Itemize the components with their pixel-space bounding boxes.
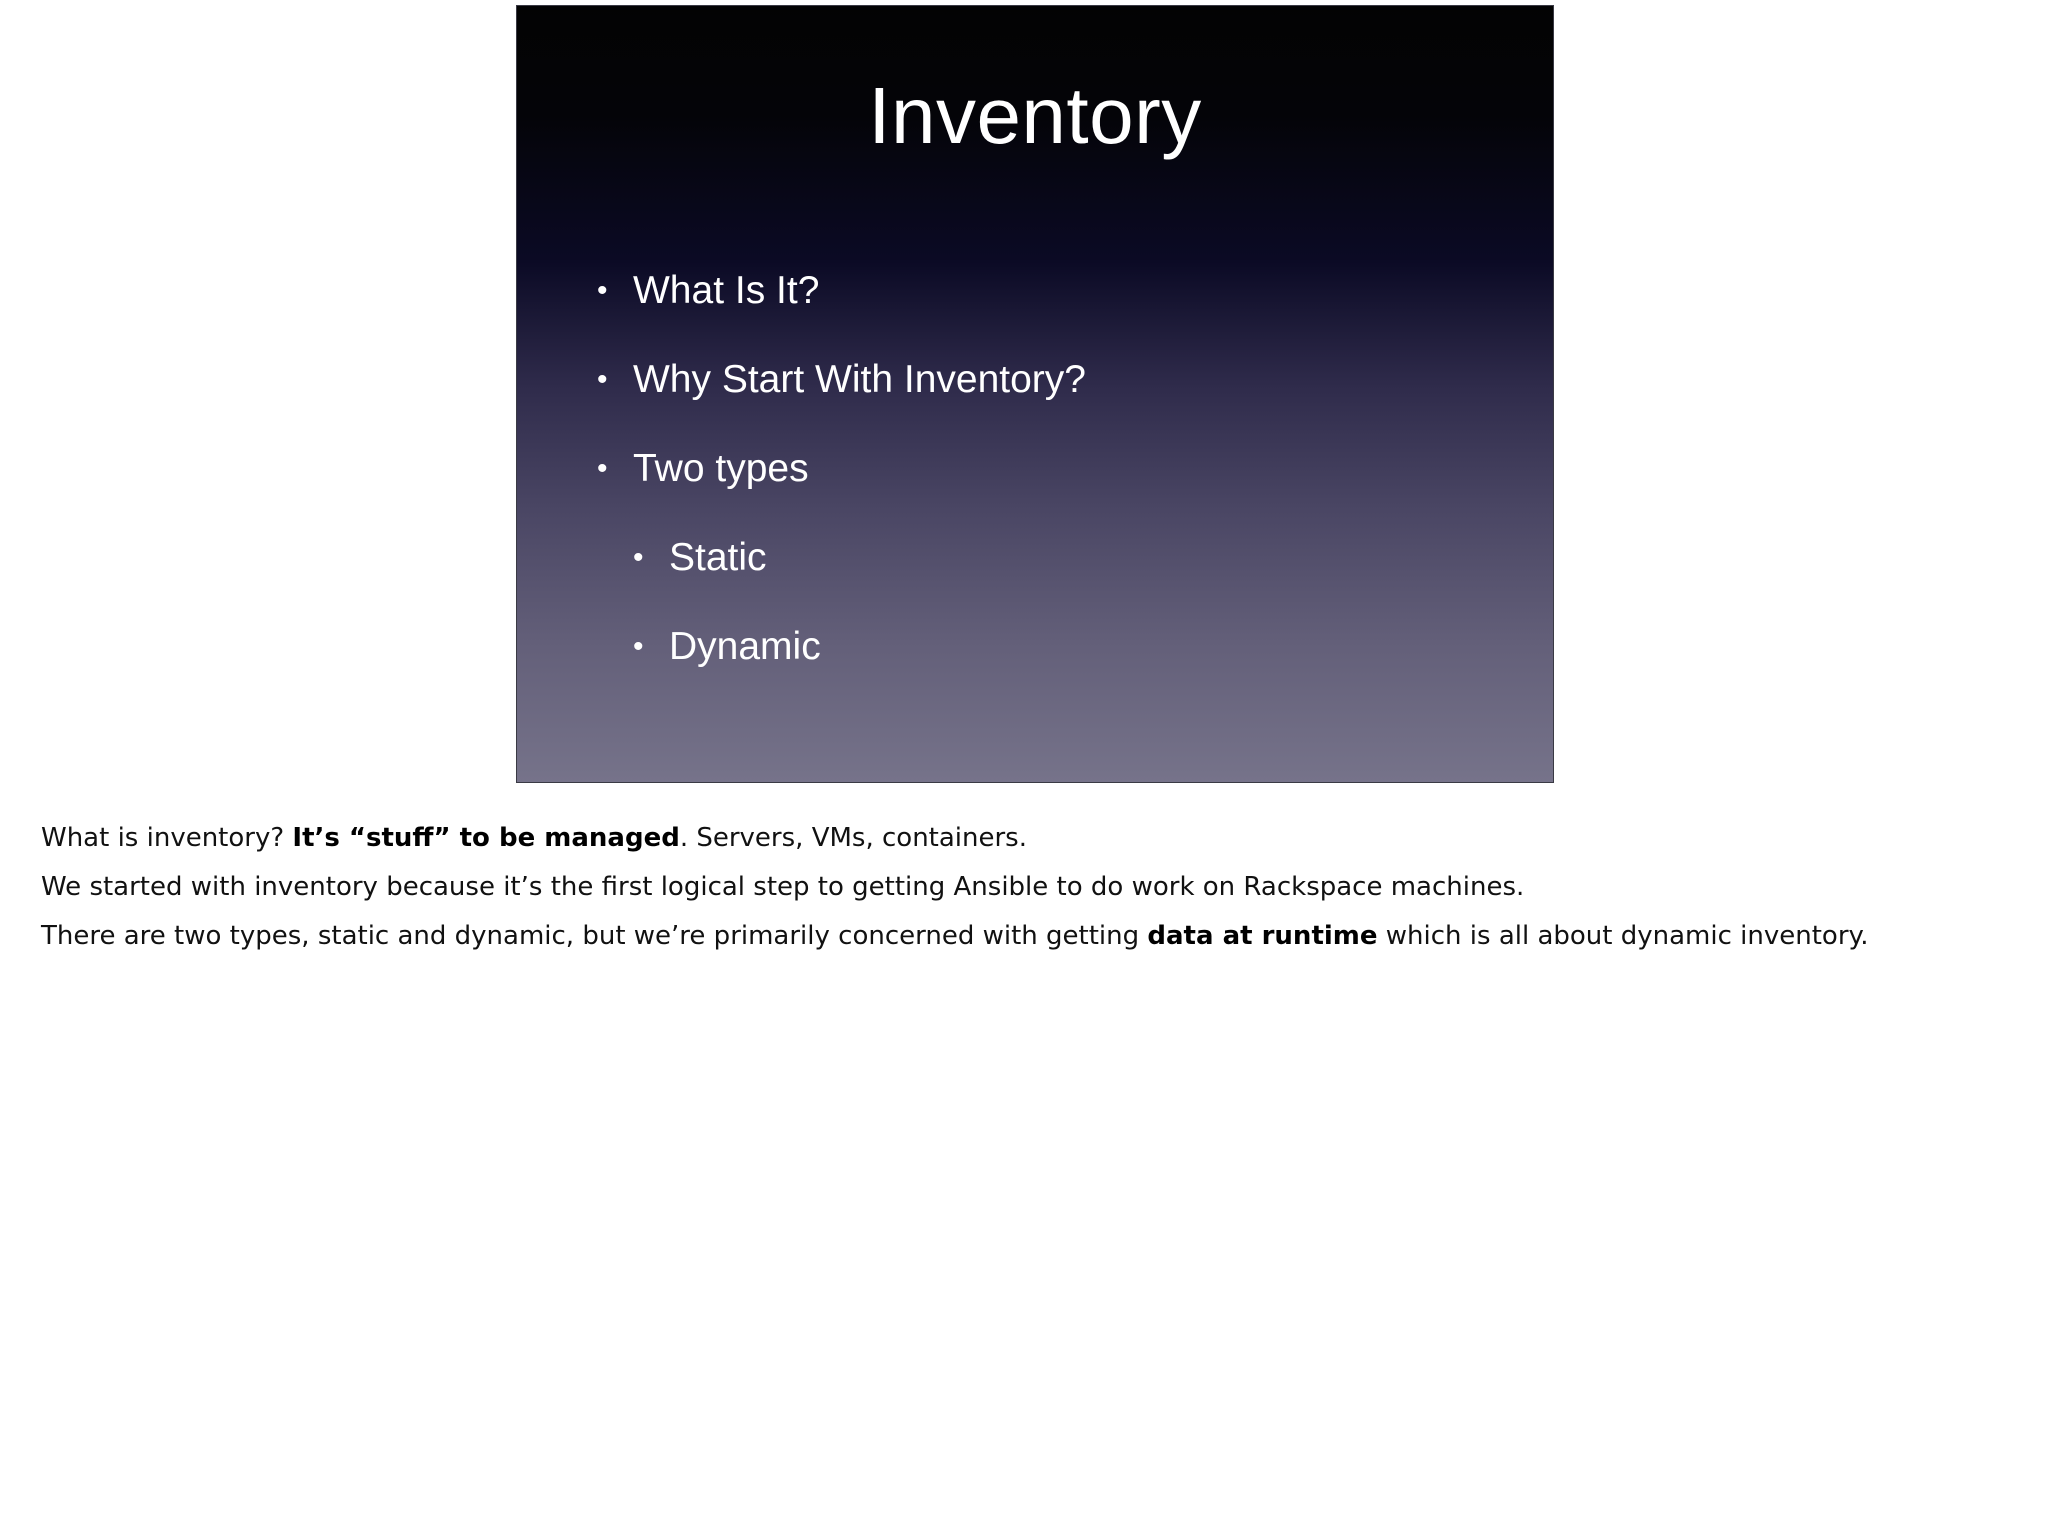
sub-bullet-item [633, 627, 821, 666]
sub-bullet-item [633, 538, 767, 577]
bullet-text: Why Start With Inventory? [633, 358, 1086, 401]
bullet-item [597, 271, 819, 310]
notes-text: . Servers, VMs, containers. [679, 823, 1027, 853]
notes-text: which is all about dynamic inventory. [1377, 921, 1869, 951]
bullet-dot-icon: • [597, 273, 608, 307]
slide-title: Inventory [868, 71, 1202, 160]
bullet-item [597, 360, 1086, 399]
bullet-dot-icon: • [597, 451, 608, 485]
bullet-item [597, 449, 809, 488]
bullet-dot-icon: • [633, 540, 644, 574]
bullet-list [517, 6, 1553, 782]
notes-text: What is inventory? [41, 823, 293, 853]
notes-line [41, 814, 2031, 863]
bullet-dot-icon: • [633, 629, 644, 663]
bullet-text: Dynamic [669, 625, 821, 668]
bullet-text: What Is It? [633, 269, 820, 312]
bullet-text: Two types [633, 447, 809, 490]
notes-text: We started with inventory because it’s the first logical step to getting Ansible to do work on Rackspace machines. [41, 872, 1525, 902]
bullet-text: Static [669, 536, 767, 579]
notes-line [41, 863, 2031, 912]
notes-text: There are two types, static and dynamic, but we’re primarily concerned with getting [41, 921, 1148, 951]
speaker-notes [41, 814, 2031, 961]
notes-bold-text: It’s “stuff” to be managed [292, 823, 680, 853]
notes-line [41, 912, 2031, 961]
bullet-dot-icon: • [597, 362, 608, 396]
notes-bold-text: data at runtime [1147, 921, 1378, 951]
slide [516, 5, 1554, 783]
